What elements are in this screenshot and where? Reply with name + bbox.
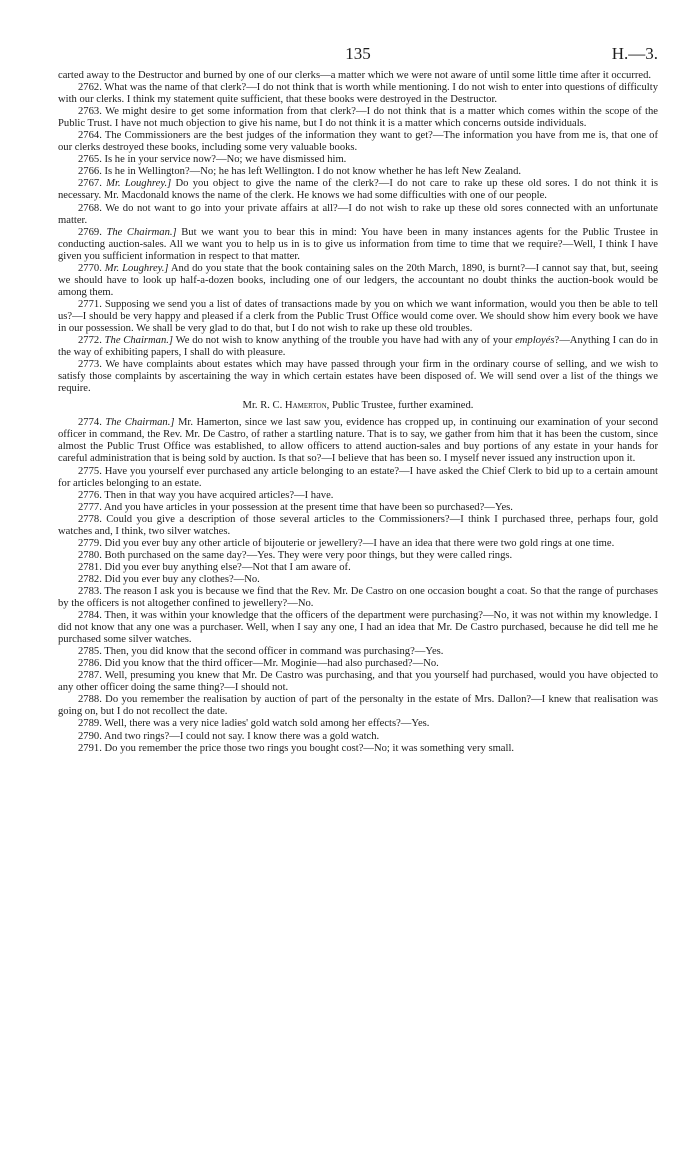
paragraph-text: Have you yourself ever purchased any article belonging to an estate?—I have asked the Chief Clerk to bid up to a certain amount for articles belonging to an estate.: [58, 465, 658, 489]
paragraph-text: Is he in Wellington?—No; he has left Wellington. I do not know whether he has left New Zealand.: [101, 166, 522, 178]
question-number: 2766.: [78, 166, 102, 178]
question-number: 2783.: [78, 585, 102, 597]
question-number: 2773.: [78, 359, 102, 371]
question-number: 2786.: [78, 658, 102, 670]
paragraph-text: Then in that way you have acquired articles?—I have.: [101, 489, 334, 501]
paragraph: [58, 227, 658, 263]
paragraph-text: Supposing we send you a list of dates of transactions made by you on which we want information, would you then be able to tell us?—I should be very happy and pleased if a clerk from the Public Trust Office would come over. We should show him every book we have in our possession. We shall be very glad to do that, but I do not wish to rake up these old troubles.: [58, 298, 658, 334]
speaker: Mr. Loughrey.]: [106, 178, 172, 190]
paragraph-text: Is he in your service now?—No; we have dismissed him.: [101, 154, 347, 166]
question-number: 2779.: [78, 537, 102, 549]
paragraph-text: What was the name of that clerk?—I do not think that is worth while mentioning. I do not wish to enter into questions of difficulty with our clerks. I think my statement quite sufficient, that these books were destroyed in the Destructor.: [58, 82, 658, 106]
paragraph-text: Could you give a description of those several articles to the Commissioners?—I think I purchased three, perhaps four, gold watches and, I think, two silver watches.: [58, 513, 658, 537]
paragraph-text: Then, it was within your knowledge that the officers of the department were purchasing?—No, it was not within my knowledge. I did not know that any one was a purchaser. Well, when I say any one, I had an idea that Mr. De Castro purchased, because he did tell me he purchased some silver watches.: [58, 610, 658, 646]
document-reference: H.—3.: [611, 44, 658, 63]
heading-text: , Public Trustee, further examined.: [326, 400, 474, 412]
emphasis-text: employés: [515, 335, 555, 347]
question-number: 2762.: [78, 82, 102, 94]
paragraph: [58, 502, 658, 514]
document-page: [58, 44, 658, 755]
section-heading: [58, 400, 658, 412]
question-number: 2765.: [78, 154, 102, 166]
question-number: 2768.: [78, 202, 102, 214]
paragraph-text: Well, presuming you knew that Mr. De Castro was purchasing, and that you yourself had purchased, would you have objected to any other officer doing the same thing?—I should not.: [58, 670, 658, 694]
paragraph: [58, 658, 658, 670]
question-number: 2771.: [78, 298, 102, 310]
paragraph-text: And do you state that the book containing sales on the 20th March, 1890, is burnt?—I cannot say that, but, seeing we should have to look up half-a-dozen books, including one of our ledgers, the accountant no doubt thinks the auction-book would be among them.: [58, 262, 658, 298]
paragraph-text: Mr. Hamerton, since we last saw you, evidence has cropped up, in continuing our examination of your second officer in command, the Rev. Mr. De Castro, of rather a startling nature. That is to say, we gather from him that it has been the custom, since almost the Public Trust Office was established, to allow officers to attend auction-sales and buy portions of any estate in your hands for careful administration that is being sold by auction. Is that so?—I believe that has been so. I myself never issued any instruction upon it.: [58, 417, 659, 465]
paragraph: [58, 731, 658, 743]
paragraph-text: ?—Anything I can do in the way of exhibiting papers, I shall do with pleasure.: [58, 335, 658, 359]
question-number: 2772.: [78, 335, 102, 347]
question-number: 2780.: [78, 549, 102, 561]
paragraph: [58, 466, 658, 490]
question-number: 2776.: [78, 489, 102, 501]
paragraph-text: The reason I ask you is because we find that the Rev. Mr. De Castro on one occasion bought a coat. So that the range of purchases by the officers is not altogether confined to jewellery?—No.: [58, 585, 658, 610]
paragraph-text: carted away to the Destructor and burned by one of our clerks—a matter which we were not aware of until some little time after it occurred.: [58, 70, 652, 81]
paragraph-text: Then, you did know that the second officer in command was purchasing?—Yes.: [101, 646, 444, 658]
question-number: 2774.: [78, 417, 102, 429]
question-number: 2763.: [78, 106, 102, 118]
heading-text: Mr. R. C.: [242, 400, 285, 412]
paragraph: [58, 514, 658, 538]
question-number: 2790.: [78, 730, 102, 742]
document-body: [58, 70, 658, 755]
question-number: 2791.: [78, 742, 102, 754]
paragraph: [58, 538, 658, 550]
paragraph: [58, 694, 658, 718]
paragraph: [58, 646, 658, 658]
paragraph: [58, 550, 658, 562]
paragraph: [58, 154, 658, 166]
paragraph-text: The Commissioners are the best judges of the information they want to get?—The information you have from me is, that one of our clerks destroyed these books, including some very valuable books.: [58, 130, 658, 154]
paragraph: [58, 417, 658, 465]
paragraph: [58, 562, 658, 574]
paragraph-text: Did you ever buy any other article of bijouterie or jewellery?—I have an idea that there were two gold rings at one time.: [101, 537, 615, 549]
witness-name: Hamerton: [284, 400, 327, 412]
question-number: 2764.: [78, 130, 102, 142]
paragraph-text: We have complaints about estates which may have passed through your firm in the ordinary course of selling, and we wish to satisfy those complaints by ascertaining the way in which certain estates have been disposed of. We will send over a list of the things we require.: [58, 359, 658, 395]
paragraph: [58, 106, 658, 130]
paragraph: [58, 743, 658, 755]
speaker: The Chairman.]: [106, 226, 177, 238]
paragraph: [58, 130, 658, 154]
page-number: 135: [345, 44, 371, 63]
paragraph-text: We do not want to go into your private affairs at all?—I do not wish to rake up these old sores connected with an unfortunate matter.: [58, 202, 658, 226]
paragraph: [58, 359, 658, 395]
paragraph: [58, 166, 658, 178]
paragraph-text: And you have articles in your possession at the present time that have been so purchased?—Yes.: [101, 501, 513, 513]
question-number: 2785.: [78, 646, 102, 658]
speaker: The Chairman.]: [105, 417, 175, 429]
paragraph-text: We do not wish to know anything of the trouble you have had with any of your: [173, 335, 516, 347]
paragraph-text: We might desire to get some information from that clerk?—I do not think that is a matter which comes within the scope of the Public Trust. I have not much objection to give his name, but I do not think it is a matter which concerns outside individuals.: [58, 106, 658, 130]
paragraph: [58, 610, 658, 646]
question-number: 2782.: [78, 573, 102, 585]
paragraph-text: Both purchased on the same day?—Yes. They were very poor things, but they were called rings.: [101, 549, 513, 561]
paragraph-text: Do you remember the price those two rings you bought cost?—No; it was something very small.: [101, 742, 515, 754]
question-number: 2777.: [78, 501, 102, 513]
paragraph: [58, 586, 658, 610]
question-number: 2781.: [78, 561, 102, 573]
question-number: 2787.: [78, 670, 102, 682]
speaker: Mr. Loughrey.]: [104, 262, 169, 274]
question-number: 2767.: [78, 178, 102, 190]
paragraph-text: Do you object to give the name of the clerk?—I do not care to rake up these old sores. I do not think it is necessary. Mr. Macdonald knows the name of the clerk. He knows we had some difficulties with one of our people.: [58, 178, 659, 202]
paragraph-text: Did you know that the third officer—Mr. Moginie—had also purchased?—No.: [101, 658, 439, 670]
paragraph-text: Well, there was a very nice ladies' gold watch sold among her effects?—Yes.: [101, 718, 430, 730]
paragraph: [58, 574, 658, 586]
paragraph: [58, 203, 658, 227]
question-number: 2788.: [78, 694, 102, 706]
paragraph: [58, 299, 658, 335]
speaker: The Chairman.]: [104, 335, 174, 347]
paragraph: [58, 718, 658, 730]
paragraph: [58, 335, 658, 359]
paragraph-text: Do you remember the realisation by auction of part of the personalty in the estate of Mrs. Dallon?—I knew that realisation was going on, but I do not recollect the date.: [58, 694, 658, 718]
paragraph-text: Did you ever buy anything else?—Not that I am aware of.: [101, 561, 351, 573]
paragraph-text: But we want you to bear this in mind: You have been in many instances agents for the Public Trustee in conducting auction-sales. All we want you to help us in is to give us information from time to time that we require?—Well, I think I have given you sufficient information in respect to that matter.: [58, 226, 659, 262]
question-number: 2784.: [78, 610, 102, 622]
paragraph: [58, 178, 658, 202]
question-number: 2770.: [78, 262, 102, 274]
question-number: 2769.: [78, 226, 102, 238]
paragraph: [58, 670, 658, 694]
paragraph: [58, 82, 658, 106]
paragraph: [58, 70, 658, 82]
question-number: 2775.: [78, 465, 102, 477]
page-header: [58, 44, 658, 70]
question-number: 2778.: [78, 513, 102, 525]
paragraph-text: Did you ever buy any clothes?—No.: [101, 573, 260, 585]
paragraph: [58, 490, 658, 502]
paragraph-text: And two rings?—I could not say. I know there was a gold watch.: [101, 730, 380, 742]
question-number: 2789.: [78, 718, 102, 730]
paragraph: [58, 263, 658, 299]
